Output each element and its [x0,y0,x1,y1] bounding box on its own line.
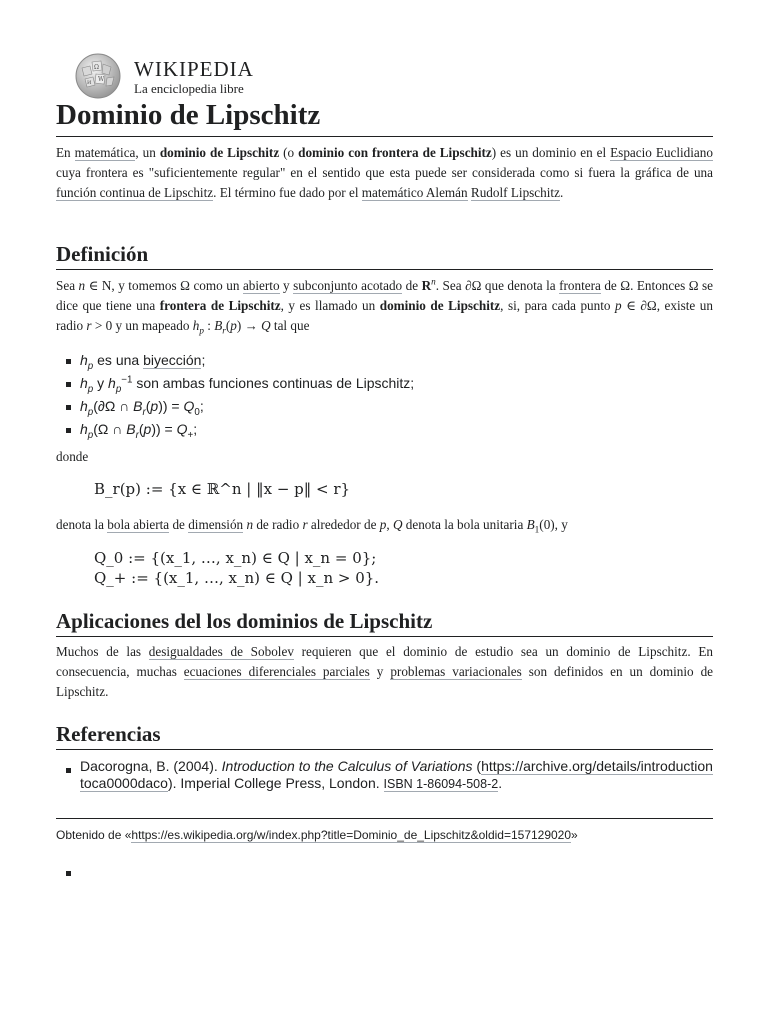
text: alrededor de [307,517,380,532]
formula-q0: Q_0 := {(x_1, …, x_n) ∈ Q | x_n = 0}; [94,549,377,567]
math-var: p [230,318,237,333]
link-subconjunto-acotado[interactable]: subconjunto acotado [293,278,403,293]
math-var: r [302,517,308,532]
link-biyeccion[interactable]: biyección [143,352,202,368]
text: , y es llamado un [280,298,380,313]
text: > 0 y un mapeado [91,318,193,333]
text: ( [225,318,231,333]
aplicaciones-paragraph [56,642,713,702]
text: Dacorogna, B. (2004). [80,758,222,774]
text: de Ω. Entonces Ω se dice que tiene una [56,278,714,313]
wikipedia-tagline: La enciclopedia libre [134,81,244,96]
link-espacio-euclidiano[interactable]: Espacio Euclidiano [610,145,713,160]
text: (∂Ω ∩ [93,398,134,414]
text: Obtenido de « [56,828,132,842]
text: cuya frontera es "suficientemente regular" en el sentido que esta puede ser considerada como si fuera la gráfica de una [56,165,713,180]
math-var: B [526,517,535,532]
math-var: B [214,318,223,333]
wikipedia-wordmark: WIKIPEDIA [134,57,254,81]
text: . El término fue dado por el [213,185,362,200]
text: . [559,185,564,200]
text: de [169,517,189,532]
math-var: n [246,517,254,532]
text: )) = [158,398,184,414]
ball-description [56,515,713,535]
svg-text:W: W [98,76,105,83]
text: denota la [56,517,108,532]
math-var: h [80,398,88,414]
section-heading-referencias: Referencias [56,719,713,750]
link-ecuaciones-diferenciales[interactable]: ecuaciones diferenciales parciales [183,664,370,679]
text: Muchos de las [56,644,149,659]
reference-item [56,758,713,793]
text: Sea [56,278,79,293]
isbn-link[interactable]: ISBN 1-86094-508-2 [383,777,499,791]
conditions-list [56,349,414,441]
text: (Ω ∩ [93,421,127,437]
link-desigualdades-sobolev[interactable]: desigualdades de Sobolev [148,644,294,659]
text: ( [138,421,144,437]
math-sub: p [115,383,122,395]
section-heading-aplicaciones: Aplicaciones del los dominios de Lipschitz [56,606,713,637]
bold-term: frontera de Lipschitz [159,298,281,313]
math-sub: 1 [534,524,540,535]
math-var: B [133,398,143,414]
text: requieren que el dominio de estudio sea un dominio de Lipschitz. En consecuencia, muchas [56,644,714,679]
link-matematico-aleman[interactable]: matemático Alemán [361,185,468,200]
math-var: h [192,318,200,333]
text: y [369,664,391,679]
math-var: p [615,298,622,313]
definition-paragraph [56,276,713,336]
text: ; [193,421,198,437]
text: ) → [236,318,262,333]
page-title: Dominio de Lipschitz [56,94,713,137]
math-var: h [108,375,116,391]
empty-list-bullet [66,871,71,876]
math-sub: p [87,383,94,395]
link-rudolf-lipschitz[interactable]: Rudolf Lipschitz [470,185,560,200]
text: son definidos en un dominio de Lipschitz. [56,664,714,699]
math-var: B [126,421,136,437]
math-sub: p [87,429,94,441]
text: ) es un dominio en el [491,145,611,160]
text: son ambas funciones continuas de Lipschitz; [132,375,415,391]
math-var: Q [176,421,188,437]
text: denota la bola unitaria [402,517,527,532]
list-item [56,395,414,418]
text: ; [199,398,204,414]
text: : [203,318,215,333]
svg-text:И: И [87,80,92,86]
list-item [56,349,414,372]
section-heading-definicion: Definición [56,239,713,270]
link-dimension[interactable]: dimensión [188,517,244,532]
math-sub: p [87,406,94,418]
retrieved-url-link[interactable]: https://es.wikipedia.org/w/index.php?title=Dominio_de_Lipschitz&oldid=157129020 [131,828,572,842]
text: ; [201,352,206,368]
math-sub: + [187,429,194,441]
math-var: p [379,517,387,532]
text: » [571,828,578,842]
link-matematica[interactable]: matemática [74,145,136,160]
math-var: h [80,375,88,391]
math-var: p [150,398,159,414]
text: . Sea ∂Ω que denota la [435,278,560,293]
text: ( [472,758,482,774]
math-sub: p [87,360,94,372]
math-var: Q [183,398,195,414]
text: , un [135,145,160,160]
donde-text: donde [56,449,89,464]
text: y [279,278,294,293]
math-sub: r [222,325,226,336]
math-sub: p [199,325,204,336]
link-funcion-lipschitz[interactable]: función continua de Lipschitz [56,185,214,200]
math-var: h [80,352,88,368]
retrieved-from [56,828,578,842]
math-sup: −1 [121,374,133,386]
math-var: Q [392,517,403,532]
text: , [386,517,393,532]
math-var: p [143,421,152,437]
math-sub: r [135,429,139,441]
link-frontera[interactable]: frontera [559,278,601,293]
link-bola-abierta[interactable]: bola abierta [107,517,170,532]
text: tal que [270,318,310,333]
bold-term: dominio de Lipschitz [159,145,280,160]
text: ∈ ∂Ω, existe un radio [56,298,713,333]
text: de radio [253,517,303,532]
math-var: Q [261,318,271,333]
list-item [56,372,414,395]
text: (o [279,145,299,160]
math-var: h [80,421,88,437]
math-sub: 0 [194,406,200,418]
reference-url-link[interactable]: https://archive.org/details/introductiontoca0000daco [80,758,713,791]
formula-ball: B_r(p) := {x ∈ ℝ^n | ‖x − p‖ < r} [94,480,351,498]
link-problemas-variacionales[interactable]: problemas variacionales [390,664,522,679]
text: ). Imperial College Press, London. [167,775,384,791]
text: es una [93,352,144,368]
formula-qplus: Q_+ := {(x_1, …, x_n) ∈ Q | x_n > 0}. [94,569,380,587]
bold-term: dominio de Lipschitz [379,298,501,313]
reference-title: Introduction to the Calculus of Variations [221,758,473,774]
text: En [56,145,75,160]
math-sub: r [142,406,146,418]
text: y [93,375,109,391]
text: ∈ N, y tomemos Ω como un [85,278,243,293]
text: ( [145,398,151,414]
math-var: R [421,278,432,293]
text: , si, para cada punto [500,298,616,313]
bold-term: dominio con frontera de Lipschitz [298,145,492,160]
math-sup: n [431,276,436,287]
text: (0), y [539,517,568,532]
references-list [56,758,713,793]
wikipedia-globe-logo[interactable] [74,52,122,100]
svg-text:Ω: Ω [94,64,99,71]
text: )) = [151,421,177,437]
link-abierto[interactable]: abierto [242,278,280,293]
math-var: n [78,278,86,293]
text: de [402,278,422,293]
footer-divider [56,818,713,819]
intro-paragraph [56,143,713,203]
math-var: r [86,318,92,333]
list-item [56,418,414,441]
text: . [498,775,503,791]
